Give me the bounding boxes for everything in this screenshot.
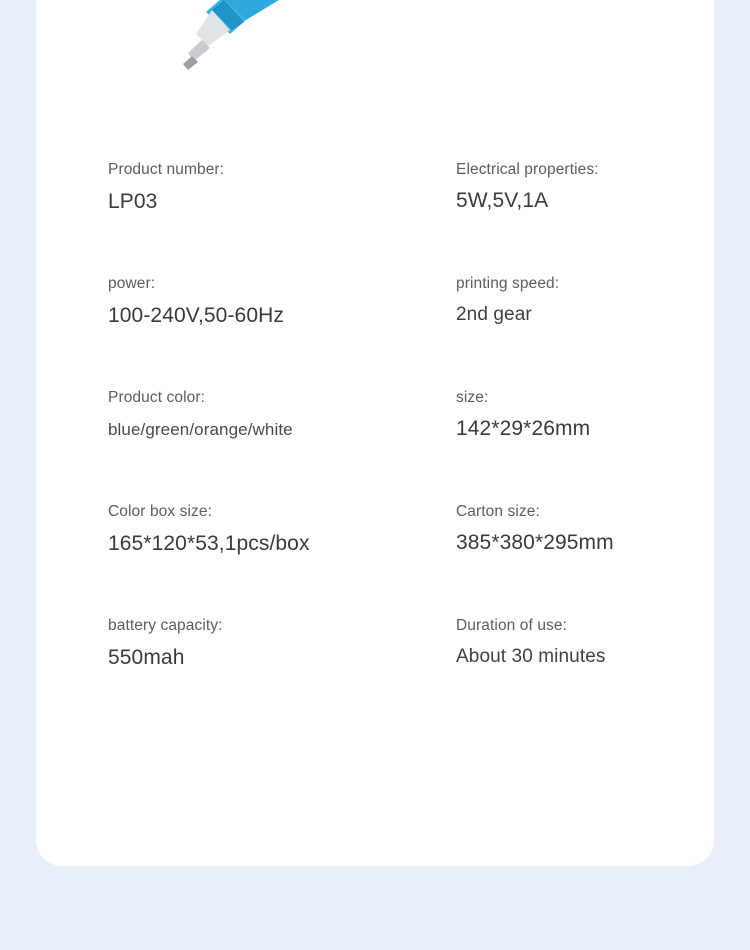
spec-carton-size	[456, 502, 714, 557]
spec-value: 2nd gear	[456, 304, 532, 325]
spec-label: printing speed:	[456, 275, 560, 292]
spec-size	[456, 388, 714, 443]
spec-label: power:	[108, 275, 156, 292]
spec-grid	[108, 160, 714, 671]
spec-value: LP03	[108, 190, 158, 213]
spec-label: battery capacity:	[108, 617, 223, 634]
3d-pen-illustration	[126, 0, 386, 90]
spec-card	[36, 0, 714, 866]
spec-battery-capacity	[108, 616, 456, 671]
spec-power	[108, 274, 456, 329]
spec-electrical-properties	[456, 160, 714, 215]
spec-label: Product number:	[108, 161, 225, 178]
spec-label: size:	[456, 389, 489, 406]
product-image	[36, 0, 714, 90]
spec-value: 550mah	[108, 646, 185, 669]
spec-product-number	[108, 160, 456, 215]
spec-value: blue/green/orange/white	[108, 420, 293, 439]
spec-label: Duration of use:	[456, 617, 568, 634]
spec-value: 100-240V,50-60Hz	[108, 304, 284, 327]
spec-product-color	[108, 388, 456, 443]
spec-printing-speed	[456, 274, 714, 329]
spec-color-box-size	[108, 502, 456, 557]
spec-value: 165*120*53,1pcs/box	[108, 532, 310, 555]
spec-value: 5W,5V,1A	[456, 189, 549, 212]
spec-label: Electrical properties:	[456, 161, 599, 178]
spec-duration-of-use	[456, 616, 714, 671]
spec-label: Product color:	[108, 389, 206, 406]
spec-value: About 30 minutes	[456, 646, 606, 667]
spec-value: 142*29*26mm	[456, 417, 591, 440]
spec-label: Color box size:	[108, 503, 213, 520]
spec-value: 385*380*295mm	[456, 531, 614, 554]
spec-label: Carton size:	[456, 503, 540, 520]
